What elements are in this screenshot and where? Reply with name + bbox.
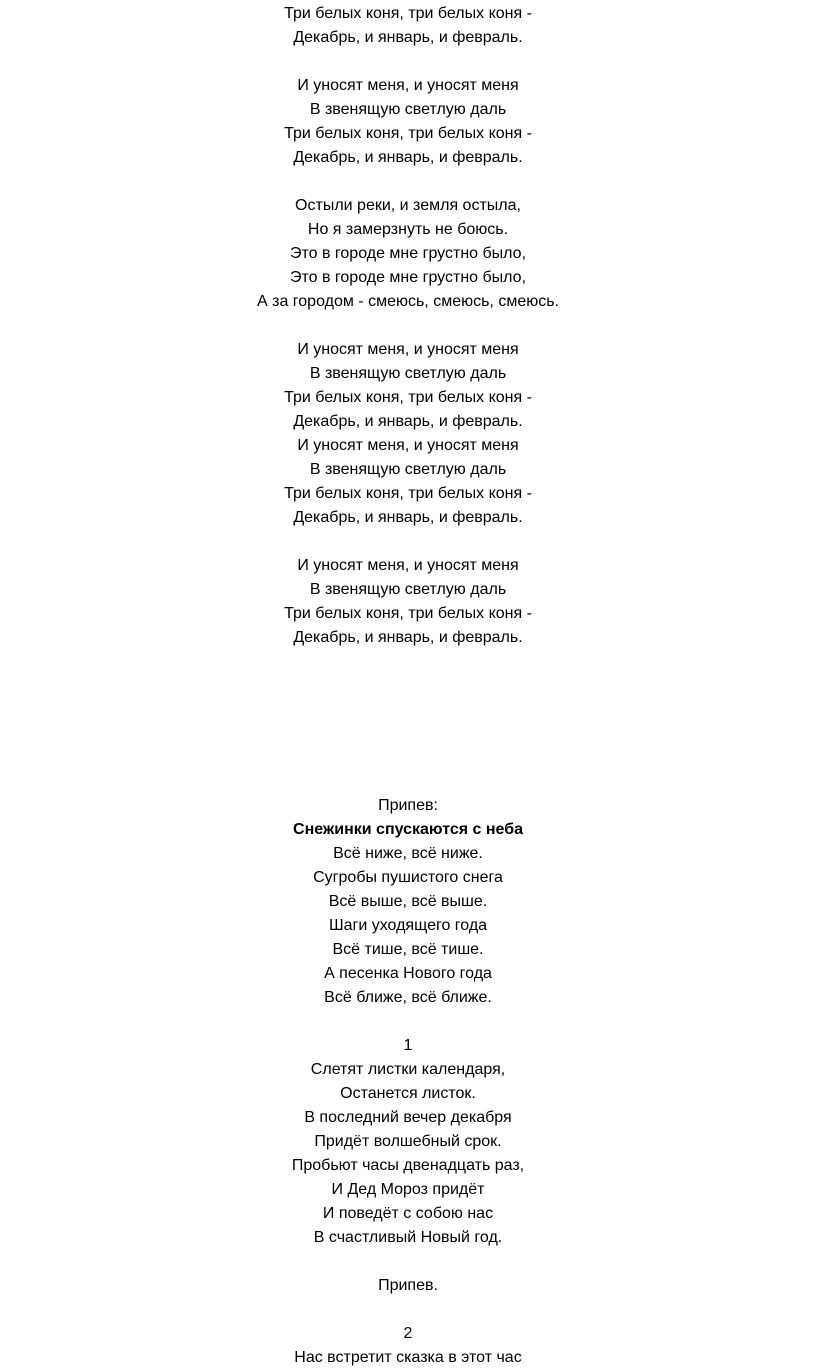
lyric-line: Три белых коня, три белых коня - <box>284 605 532 622</box>
lyric-line: В звенящую светлую даль <box>309 581 507 598</box>
lyric-line: Всё ближе, всё ближе. <box>324 989 492 1006</box>
blank-line <box>0 314 816 338</box>
lyric-line: Слетят листки календаря, <box>310 1061 506 1078</box>
lyric-line: Декабрь, и январь, и февраль. <box>293 509 523 526</box>
blank-line <box>0 1298 816 1322</box>
lyric-line: Три белых коня, три белых коня - <box>284 389 532 406</box>
lyric-line: Три белых коня, три белых коня - <box>284 125 532 142</box>
chorus <box>0 842 816 1010</box>
lyric-line: Пробьют часы двенадцать раз, <box>291 1157 525 1174</box>
lyric-line: Три белых коня, три белых коня - <box>284 485 532 502</box>
lyric-line: Сугробы пушистого снега <box>313 869 503 886</box>
lyric-line: Декабрь, и январь, и февраль. <box>293 413 523 430</box>
lyric-line: И уносят меня, и уносят меня <box>297 557 519 574</box>
stanza <box>0 554 816 650</box>
lyric-line: Останется листок. <box>340 1085 476 1102</box>
lyric-line: В звенящую светлую даль <box>309 365 507 382</box>
lyric-line: И Дед Мороз придёт <box>331 1181 485 1198</box>
lyric-line: В последний вечер декабря <box>304 1109 512 1126</box>
verse <box>0 1346 816 1370</box>
chorus-repeat: Припев. <box>378 1277 438 1294</box>
lyric-line: Шаги уходящего года <box>328 917 488 934</box>
lyric-line: А за городом - смеюсь, смеюсь, смеюсь. <box>256 293 559 310</box>
stanza <box>0 2 816 50</box>
lyric-line: И поведёт с собою нас <box>322 1205 494 1222</box>
lyric-line: Всё тише, всё тише. <box>332 941 484 958</box>
blank-line <box>0 1010 816 1034</box>
lyric-line: Придёт волшебный срок. <box>314 1133 502 1150</box>
lyric-line: Декабрь, и январь, и февраль. <box>293 29 523 46</box>
blank-line <box>0 50 816 74</box>
lyric-line: И уносят меня, и уносят меня <box>297 77 519 94</box>
lyric-line: Декабрь, и январь, и февраль. <box>293 149 523 166</box>
lyric-line: Нас встретит сказка в этот час <box>294 1349 522 1366</box>
lyric-line: Но я замерзнуть не боюсь. <box>307 221 509 238</box>
lyric-line: Три белых коня, три белых коня - <box>284 5 532 22</box>
stanza <box>0 74 816 170</box>
lyrics-text <box>0 2 816 1370</box>
chorus-title: Снежинки спускаются с неба <box>293 821 523 838</box>
lyric-line: А песенка Нового года <box>324 965 492 982</box>
verse-number: 2 <box>403 1325 413 1342</box>
lyric-line: И уносят меня, и уносят меня <box>297 341 519 358</box>
lyric-line: Всё ниже, всё ниже. <box>333 845 483 862</box>
lyric-line: В звенящую светлую даль <box>309 101 507 118</box>
section-gap <box>0 650 816 794</box>
blank-line <box>0 1250 816 1274</box>
lyric-line: И уносят меня, и уносят меня <box>297 437 519 454</box>
blank-line <box>0 530 816 554</box>
lyric-line: В счастливый Новый год. <box>313 1229 503 1246</box>
verse <box>0 1058 816 1250</box>
lyric-line: Это в городе мне грустно было, <box>289 269 527 286</box>
stanza <box>0 194 816 314</box>
lyric-line: Это в городе мне грустно было, <box>289 245 527 262</box>
verse-number: 1 <box>403 1037 413 1054</box>
lyric-line: Декабрь, и январь, и февраль. <box>293 629 523 646</box>
lyric-line: Всё выше, всё выше. <box>328 893 488 910</box>
lyric-line: В звенящую светлую даль <box>309 461 507 478</box>
stanza <box>0 338 816 530</box>
lyric-line: Остыли реки, и земля остыла, <box>295 197 521 214</box>
blank-line <box>0 170 816 194</box>
chorus-label: Припев: <box>378 797 438 814</box>
